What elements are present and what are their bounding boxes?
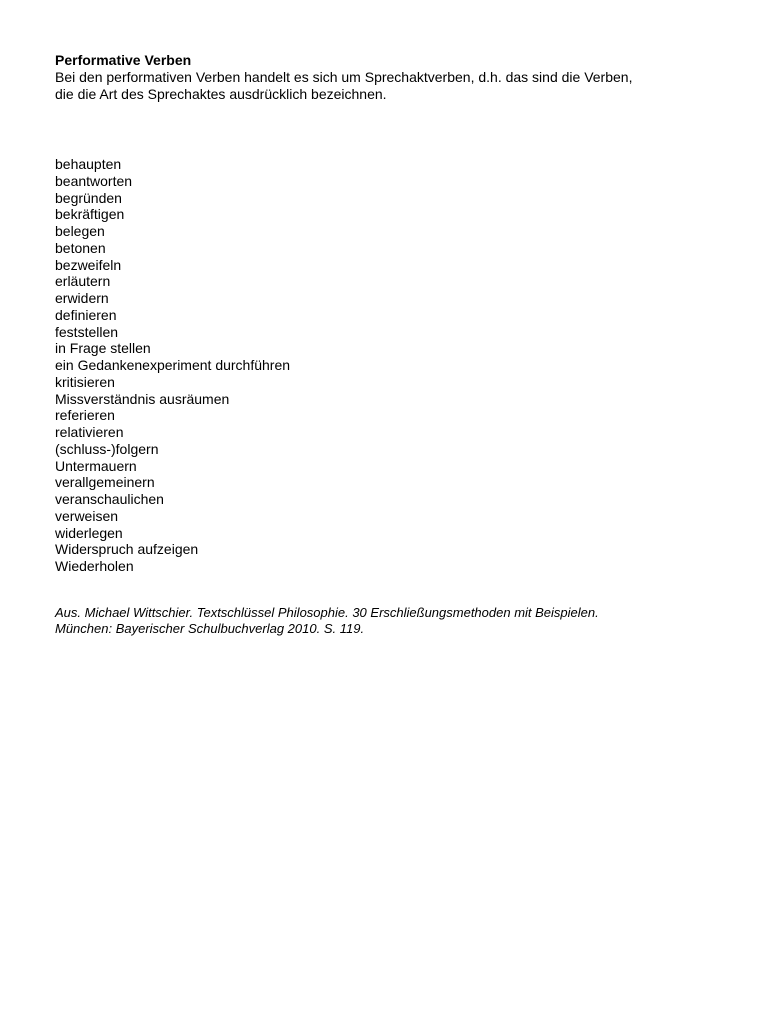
verb-item: erwidern <box>55 290 109 306</box>
document-page <box>55 52 745 638</box>
verb-item: Missverständnis ausräumen <box>55 390 230 407</box>
verb-item: ein Gedankenexperiment durchführen <box>55 357 291 373</box>
verb-item: belegen <box>55 223 105 239</box>
verb-item: beantworten <box>55 172 133 189</box>
verb-item: begründen <box>55 189 122 206</box>
verb-item: behaupten <box>55 156 122 172</box>
verb-item: in Frage stellen <box>55 340 151 357</box>
verb-item: verweisen <box>55 507 119 524</box>
verb-item: Wiederholen <box>55 558 134 574</box>
verb-item: betonen <box>55 239 106 256</box>
citation <box>55 605 745 638</box>
citation-line-2: München: Bayerischer Schulbuchverlag 2010. S. 119. <box>55 621 365 637</box>
verb-item: Untermauern <box>55 457 137 474</box>
intro-line-2: die die Art des Sprechaktes ausdrücklich bezeichnen. <box>55 86 387 102</box>
verb-item: referieren <box>55 407 115 424</box>
intro-line-1: Bei den performativen Verben handelt es sich um Sprechaktverben, d.h. das sind die Verben, <box>55 69 633 85</box>
verb-item: erläutern <box>55 273 111 290</box>
citation-line-1: Aus. Michael Wittschier. Textschlüssel Philosophie. 30 Erschließungsmethoden mit Beispielen. <box>55 604 599 620</box>
verb-item: widerlegen <box>55 524 123 541</box>
verb-item: feststellen <box>55 323 119 340</box>
verb-item: bezweifeln <box>55 256 122 273</box>
verb-item: bekräftigen <box>55 206 125 223</box>
verb-item: kritisieren <box>55 373 115 390</box>
verb-item: verallgemeinern <box>55 474 155 491</box>
verb-item: Widerspruch aufzeigen <box>55 541 199 558</box>
verb-item: definieren <box>55 306 117 323</box>
verb-item: veranschaulichen <box>55 491 164 507</box>
verb-list <box>55 156 745 575</box>
verb-item: (schluss-)folgern <box>55 440 159 457</box>
verb-item: relativieren <box>55 424 124 440</box>
document-title: Performative Verben <box>55 52 192 68</box>
